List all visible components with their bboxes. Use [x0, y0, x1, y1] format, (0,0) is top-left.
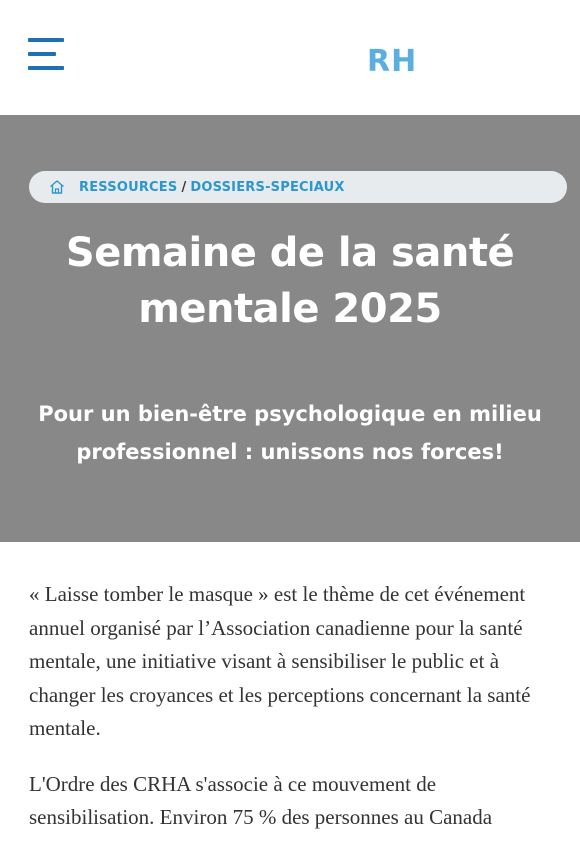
site-header — [0, 0, 580, 115]
article-body — [29, 578, 559, 857]
breadcrumb-link-ressources[interactable]: RESSOURCES — [79, 179, 178, 195]
logo-text: RH — [367, 44, 418, 79]
breadcrumb — [29, 171, 567, 203]
home-icon[interactable] — [49, 179, 65, 195]
article-paragraph: L'Ordre des CRHA s'associe à ce mouvement de sensibilisation. Environ 75 % des personnes au Canada — [29, 771, 493, 829]
breadcrumb-separator: / — [181, 179, 187, 195]
article-paragraph: « Laisse tomber le masque » est le thème de cet événement annuel organisé par l’Association canadienne pour la santé mentale, une initiative visant à sensibiliser le public et à changer les croyances et les perceptions concernant la santé mentale. — [29, 582, 531, 740]
page-subtitle: Pour un bien-être psychologique en milieu professionnel : unissons nos forces! — [38, 402, 542, 464]
hero-banner — [0, 115, 580, 542]
site-logo[interactable] — [367, 46, 421, 78]
breadcrumb-link-dossiers-speciaux[interactable]: DOSSIERS-SPECIAUX — [190, 179, 345, 195]
page-title: Semaine de la santé mentale 2025 — [65, 230, 515, 332]
menu-button[interactable] — [28, 38, 66, 72]
